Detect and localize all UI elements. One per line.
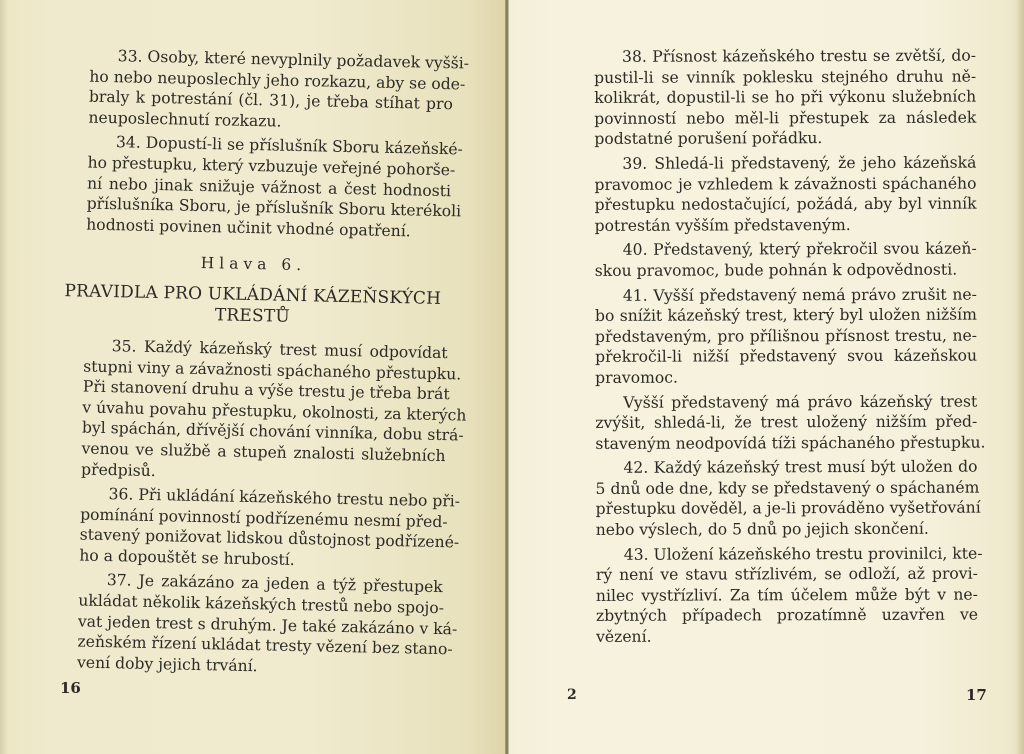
text-line: bo snížit kázeňský trest, který byl uložen nižším [594, 305, 977, 326]
text-line: 39. Shledá-li představený, že jeho kázeňská [622, 153, 977, 173]
text-line: 43. Uložení kázeňského trestu provinilci, kte- [623, 544, 983, 564]
text-line: 41. Vyšší představený nemá právo zrušit ne- [622, 285, 977, 305]
text-line: pravomoc. [595, 368, 678, 387]
paragraph-43 [568, 543, 983, 647]
text-line: rý není ve stavu střízlivém, se odloží, až provi- [595, 564, 978, 585]
text-line: 34. Dopustí-li se příslušník Sboru kázeňské- [115, 133, 463, 159]
paragraph-41 [567, 284, 977, 388]
paragraph-35 [53, 335, 467, 487]
text-line: pravomoc je vzhledem k závažnosti spáchaného [594, 174, 977, 194]
text-line: 38. Přísnost kázeňského trestu se zvětší, do- [622, 46, 977, 66]
text-line: venou ve službě a stupeň znalosti služebních [81, 439, 446, 466]
text-line: podstatné porušení pořádku. [594, 129, 823, 149]
book-spine [505, 0, 509, 754]
paragraph-42 [567, 457, 981, 541]
text-line: ní nebo jinak snižuje vážnost a čest hodnosti [86, 174, 452, 200]
page-number-right: 17 [966, 686, 987, 704]
page-number-left: 16 [60, 679, 81, 697]
text-line: přestupku dověděl, a je-li prováděno vyšetřování [595, 499, 981, 519]
right-page-edge [1016, 0, 1024, 754]
text-line: překročil-li nižší představený svou kázeňskou [595, 346, 978, 367]
text-line: ukládat několik kázeňských trestů nebo spojo- [78, 591, 445, 618]
text-line: představeným, pro přílišnou přísnost trestu, ne- [594, 326, 978, 346]
text-line: potrestán vyšším představeným. [594, 215, 851, 235]
chapter-title-line: PRAVIDLA PRO UKLÁDÁNÍ KÁZEŇSKÝCH [64, 281, 442, 309]
text-line: zbytných případech prozatímně uzavřen ve [595, 606, 979, 626]
text-line: stupni viny a závažnosti spáchaného přestupku. [83, 357, 462, 383]
signature-mark: 2 [567, 687, 577, 703]
chapter-title [56, 281, 449, 331]
text-line: ho přestupku, který vzbuzuje veřejné pohorše- [87, 153, 456, 180]
text-line: příslušníka Sboru, je příslušník Sboru kterékoli [86, 194, 462, 221]
text-line: 5 dnů ode dne, kdy se představený o spáchaném [595, 478, 980, 498]
text-line: povinností nebo měl-li přestupek za následek [594, 108, 977, 128]
chapter-title-line: TRESTŮ [214, 305, 291, 327]
text-line: braly k potrestání (čl. 31), je třeba stíhat pro [88, 87, 454, 114]
paragraph-36 [51, 483, 461, 574]
text-line: Při stanovení druhu a výše trestu je třeba brát [82, 377, 450, 404]
text-line: 37. Je zakázáno za jeden a týž přestupek [106, 571, 443, 597]
text-line: staveným neodpovídá tíži spáchaného přestupku. [595, 433, 986, 453]
text-line: zeňském řízení ukládat tresty vězení bez stano- [77, 632, 453, 659]
text-line: vat jeden trest s druhým. Je také zakázáno v ká- [77, 612, 458, 639]
text-line: 36. Při ukládání kázeňského trestu nebo při- [108, 485, 461, 511]
text-line: vězení. [596, 627, 652, 646]
text-line: pomínání povinností podřízenému nesmí před- [79, 505, 448, 531]
paragraph-33 [60, 45, 470, 136]
text-line: skou pravomoc, bude pohnán k odpovědnosti. [594, 260, 958, 280]
text-line: ho nebo neuposlechly jeho rozkazu, aby se ode- [89, 67, 466, 94]
text-line: byl spáchán, dřívější chování vinníka, dobu strá- [81, 418, 464, 445]
paragraph-34 [58, 131, 463, 242]
text-line: 33. Osoby, které nevyplnily požadavek vyšši- [117, 47, 470, 73]
left-page-edge [0, 0, 8, 754]
text-line: vení doby jejich trvání. [76, 653, 258, 676]
chapter-label: Hlava 6. [200, 254, 307, 275]
text-line: nilec vystřízliví. Za tím účelem může být v ne- [595, 585, 978, 605]
text-line: předpisů. [80, 459, 156, 480]
text-line: kolikrát, dopustil-li se ho při výkonu služebních [594, 87, 977, 108]
paragraph-39 [566, 153, 976, 237]
text-line: 42. Každý kázeňský trest musí být uložen do [623, 457, 978, 478]
paragraph-37 [49, 569, 458, 680]
text-line: přestupku nedostačující, požádá, aby byl vinník [594, 194, 977, 215]
text-line: v úvahu povahu přestupku, okolnosti, za kterých [82, 398, 467, 425]
text-line: pustil-li se vinník poklesku stejného druhu ně- [594, 67, 977, 87]
paragraph-40 [567, 239, 977, 282]
text-line: stavený ponižovat lidskou důstojnost podřízené- [79, 525, 460, 552]
left-page-text [49, 45, 470, 685]
paragraph-41-continued [567, 391, 986, 454]
text-line: 40. Představený, který překročil svou kázeň- [622, 239, 977, 260]
text-line: Vyšší představený má právo kázeňský trest [623, 392, 978, 412]
text-line: 35. Každý kázeňský trest musí odpovídat [111, 337, 448, 363]
text-line: nebo výslech, do 5 dnů po jejich skončení. [595, 519, 929, 539]
right-page-text [566, 46, 986, 652]
text-line: hodnosti povinen učinit vhodné opatření. [86, 215, 411, 241]
paragraph-38 [566, 46, 976, 150]
text-line: ho a dopouštět se hrubostí. [79, 546, 295, 569]
text-line: zvýšit, shledá-li, že trest uložený nižším před- [595, 412, 978, 432]
text-line: neuposlechnutí rozkazu. [88, 108, 282, 131]
